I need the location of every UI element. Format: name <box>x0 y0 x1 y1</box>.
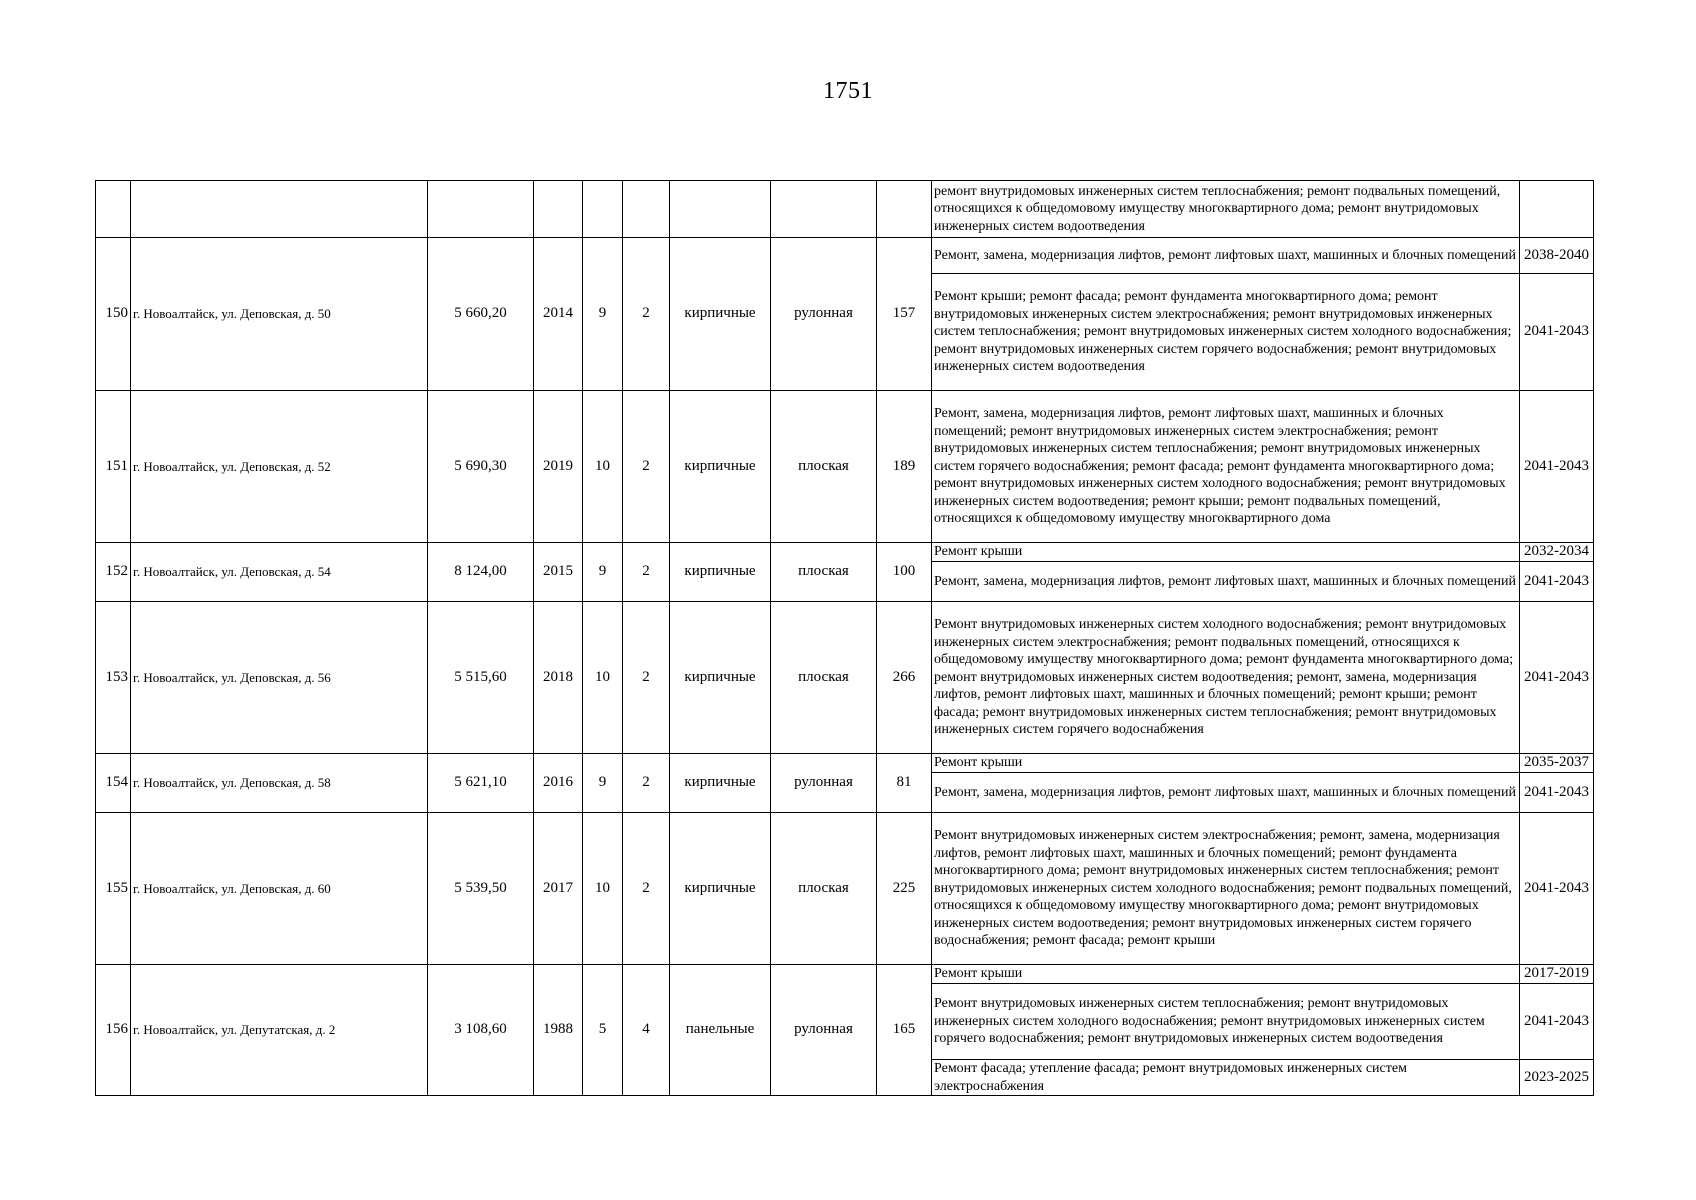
cell-number: 154 <box>96 754 131 813</box>
cell-works: Ремонт крыши <box>932 965 1520 984</box>
cell-walls: кирпичные <box>670 602 771 754</box>
cell-period: 2035-2037 <box>1520 754 1594 773</box>
table-row <box>96 391 1594 543</box>
cell-apartments: 81 <box>877 754 932 813</box>
cell-works: Ремонт крыши; ремонт фасада; ремонт фундамента многоквартирного дома; ремонт внутридомовых инженерных систем электроснабжения; ремонт внутридомовых инженерных систем теплоснабжения; ремонт внутридомовых инженерных систем холодного водоснабжения; ремонт внутридомовых инженерных систем горячего водоснабжения; ремонт внутридомовых инженерных систем водоотведения <box>932 274 1520 391</box>
cell-number: 151 <box>96 391 131 543</box>
cell-address: г. Новоалтайск, ул. Деповская, д. 56 <box>131 602 428 754</box>
cell-apartments: 157 <box>877 238 932 391</box>
table-row <box>96 238 1594 274</box>
cell-floors: 9 <box>583 754 623 813</box>
cell-roof <box>771 181 877 238</box>
cell-works: ремонт внутридомовых инженерных систем теплоснабжения; ремонт подвальных помещений, относящихся к общедомовому имуществу многоквартирного дома; ремонт внутридомовых инженерных систем водоотведения <box>932 181 1520 238</box>
cell-roof: плоская <box>771 813 877 965</box>
table-row <box>96 754 1594 773</box>
cell-works: Ремонт, замена, модернизация лифтов, ремонт лифтовых шахт, машинных и блочных помещений <box>932 562 1520 602</box>
cell-works: Ремонт внутридомовых инженерных систем электроснабжения; ремонт, замена, модернизация лифтов, ремонт лифтовых шахт, машинных и блочных помещений; ремонт фундамента многоквартирного дома; ремонт внутридомовых инженерных систем теплоснабжения; ремонт внутридомовых инженерных систем холодного водоснабжения; ремонт подвальных помещений, относящихся к общедомовому имуществу многоквартирного дома; ремонт внутридомовых инженерных систем водоотведения; ремонт внутридомовых инженерных систем горячего водоснабжения; ремонт фасада; ремонт крыши <box>932 813 1520 965</box>
cell-area: 5 690,30 <box>428 391 534 543</box>
cell-roof: плоская <box>771 543 877 602</box>
cell-number: 156 <box>96 965 131 1096</box>
cell-walls: кирпичные <box>670 813 771 965</box>
cell-walls: панельные <box>670 965 771 1096</box>
cell-entrances: 2 <box>623 602 670 754</box>
cell-roof: рулонная <box>771 754 877 813</box>
cell-works: Ремонт внутридомовых инженерных систем холодного водоснабжения; ремонт внутридомовых инженерных систем электроснабжения; ремонт подвальных помещений, относящихся к общедомовому имуществу многоквартирного дома; ремонт фундамента многоквартирного дома; ремонт внутридомовых инженерных систем водоотведения; ремонт, замена, модернизация лифтов, ремонт лифтовых шахт, машинных и блочных помещений; ремонт крыши; ремонт фасада; ремонт внутридомовых инженерных систем теплоснабжения; ремонт внутридомовых инженерных систем горячего водоснабжения <box>932 602 1520 754</box>
cell-works: Ремонт фасада; утепление фасада; ремонт внутридомовых инженерных систем электроснабжения <box>932 1060 1520 1096</box>
table-row <box>96 813 1594 965</box>
cell-period: 2041-2043 <box>1520 813 1594 965</box>
cell-period: 2017-2019 <box>1520 965 1594 984</box>
cell-period: 2041-2043 <box>1520 562 1594 602</box>
cell-roof: рулонная <box>771 965 877 1096</box>
cell-address: г. Новоалтайск, ул. Деповская, д. 60 <box>131 813 428 965</box>
cell-area: 8 124,00 <box>428 543 534 602</box>
cell-period: 2038-2040 <box>1520 238 1594 274</box>
cell-address: г. Новоалтайск, ул. Деповская, д. 54 <box>131 543 428 602</box>
cell-apartments: 100 <box>877 543 932 602</box>
cell-period: 2041-2043 <box>1520 773 1594 813</box>
cell-period: 2041-2043 <box>1520 602 1594 754</box>
cell-address <box>131 181 428 238</box>
cell-address: г. Новоалтайск, ул. Депутатская, д. 2 <box>131 965 428 1096</box>
cell-floors: 5 <box>583 965 623 1096</box>
cell-number: 152 <box>96 543 131 602</box>
table-row <box>96 602 1594 754</box>
cell-works: Ремонт крыши <box>932 543 1520 562</box>
cell-period: 2041-2043 <box>1520 984 1594 1060</box>
cell-apartments: 266 <box>877 602 932 754</box>
table-row-continuation <box>96 181 1594 238</box>
cell-year: 2015 <box>534 543 583 602</box>
cell-year: 2019 <box>534 391 583 543</box>
cell-period: 2032-2034 <box>1520 543 1594 562</box>
cell-entrances: 4 <box>623 965 670 1096</box>
cell-floors <box>583 181 623 238</box>
cell-period: 2023-2025 <box>1520 1060 1594 1096</box>
cell-floors: 9 <box>583 543 623 602</box>
cell-floors: 10 <box>583 391 623 543</box>
cell-area: 5 660,20 <box>428 238 534 391</box>
cell-address: г. Новоалтайск, ул. Деповская, д. 52 <box>131 391 428 543</box>
cell-apartments: 189 <box>877 391 932 543</box>
cell-area: 5 621,10 <box>428 754 534 813</box>
cell-area: 5 539,50 <box>428 813 534 965</box>
cell-entrances: 2 <box>623 391 670 543</box>
cell-works: Ремонт, замена, модернизация лифтов, ремонт лифтовых шахт, машинных и блочных помещений <box>932 238 1520 274</box>
table-row <box>96 543 1594 562</box>
cell-area: 3 108,60 <box>428 965 534 1096</box>
cell-address: г. Новоалтайск, ул. Деповская, д. 58 <box>131 754 428 813</box>
cell-walls <box>670 181 771 238</box>
cell-year: 2018 <box>534 602 583 754</box>
cell-floors: 10 <box>583 602 623 754</box>
cell-area <box>428 181 534 238</box>
table-row <box>96 965 1594 984</box>
cell-roof: плоская <box>771 391 877 543</box>
cell-works: Ремонт крыши <box>932 754 1520 773</box>
cell-address: г. Новоалтайск, ул. Деповская, д. 50 <box>131 238 428 391</box>
cell-number: 153 <box>96 602 131 754</box>
cell-walls: кирпичные <box>670 238 771 391</box>
cell-entrances: 2 <box>623 238 670 391</box>
cell-walls: кирпичные <box>670 754 771 813</box>
cell-works: Ремонт внутридомовых инженерных систем теплоснабжения; ремонт внутридомовых инженерных систем холодного водоснабжения; ремонт внутридомовых инженерных систем горячего водоснабжения; ремонт внутридомовых инженерных систем водоотведения <box>932 984 1520 1060</box>
cell-period: 2041-2043 <box>1520 274 1594 391</box>
cell-entrances: 2 <box>623 813 670 965</box>
page-number: 1751 <box>823 78 873 104</box>
cell-works: Ремонт, замена, модернизация лифтов, ремонт лифтовых шахт, машинных и блочных помещений; ремонт внутридомовых инженерных систем электроснабжения; ремонт внутридомовых инженерных систем теплоснабжения; ремонт внутридомовых инженерных систем горячего водоснабжения; ремонт фасада; ремонт фундамента многоквартирного дома; ремонт внутридомовых инженерных систем холодного водоснабжения; ремонт внутридомовых инженерных систем водоотведения; ремонт крыши; ремонт подвальных помещений, относящихся к общедомовому имуществу многоквартирного дома <box>932 391 1520 543</box>
cell-apartments <box>877 181 932 238</box>
cell-walls: кирпичные <box>670 543 771 602</box>
cell-entrances: 2 <box>623 754 670 813</box>
cell-period <box>1520 181 1594 238</box>
cell-apartments: 225 <box>877 813 932 965</box>
cell-apartments: 165 <box>877 965 932 1096</box>
cell-area: 5 515,60 <box>428 602 534 754</box>
cell-entrances: 2 <box>623 543 670 602</box>
housing-repair-table <box>95 180 1594 1096</box>
cell-number <box>96 181 131 238</box>
cell-year: 1988 <box>534 965 583 1096</box>
cell-year: 2017 <box>534 813 583 965</box>
cell-entrances <box>623 181 670 238</box>
cell-roof: плоская <box>771 602 877 754</box>
cell-number: 155 <box>96 813 131 965</box>
cell-roof: рулонная <box>771 238 877 391</box>
cell-walls: кирпичные <box>670 391 771 543</box>
cell-floors: 10 <box>583 813 623 965</box>
cell-year: 2014 <box>534 238 583 391</box>
cell-works: Ремонт, замена, модернизация лифтов, ремонт лифтовых шахт, машинных и блочных помещений <box>932 773 1520 813</box>
cell-number: 150 <box>96 238 131 391</box>
cell-year <box>534 181 583 238</box>
cell-period: 2041-2043 <box>1520 391 1594 543</box>
cell-year: 2016 <box>534 754 583 813</box>
cell-floors: 9 <box>583 238 623 391</box>
